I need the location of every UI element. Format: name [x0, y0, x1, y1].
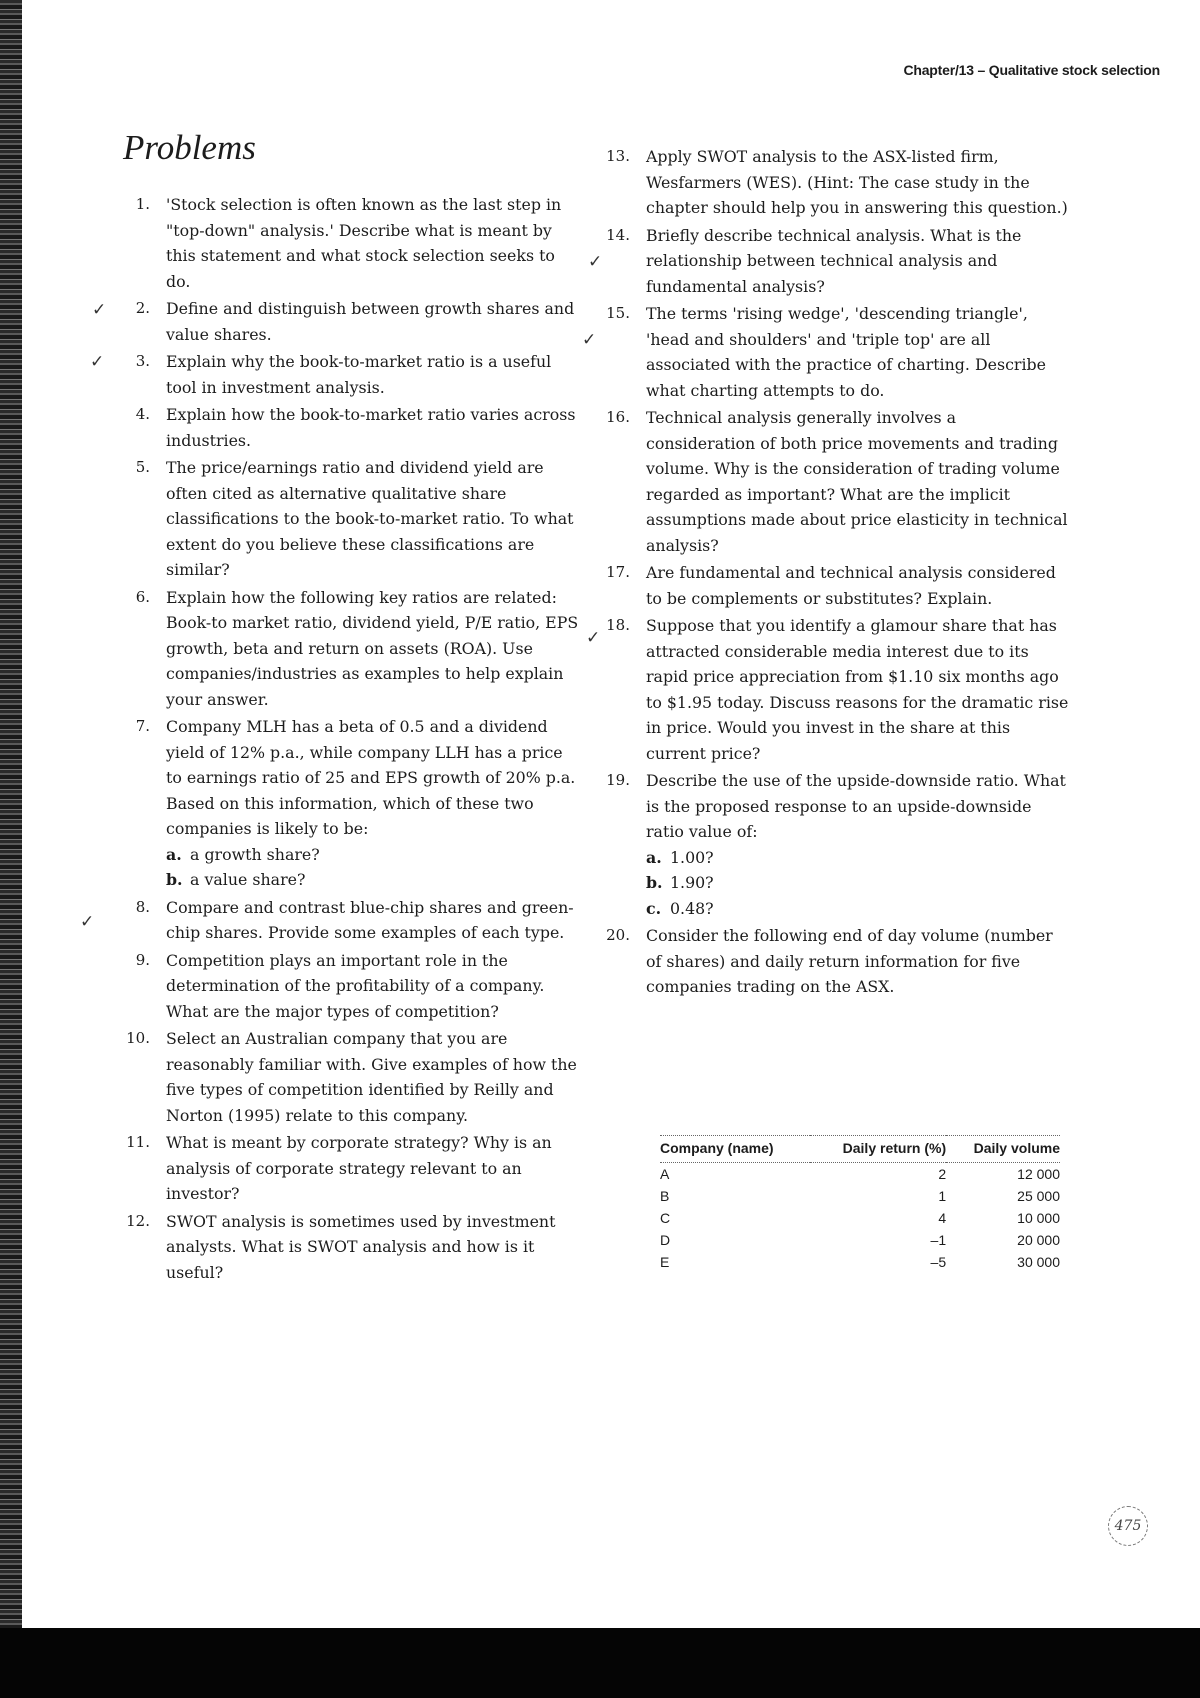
problem-3: 3. Explain why the book-to-market ratio is a useful tool in investment analysis.: [135, 352, 552, 397]
problem-14: 14. Briefly describe technical analysis. What is the relationship between technical analysis and fundamental analysis?: [606, 225, 1022, 296]
problem-2: 2. Define and distinguish between growth shares and value shares.: [135, 299, 575, 344]
problem-1: 1. 'Stock selection is often known as the last step in "top-down" analysis.' Describe what is meant by this statement and what stock selection seeks to do.: [135, 195, 562, 291]
problem-7-option-a: a. a growth share?: [166, 844, 320, 864]
problem-8: 8. Compare and contrast blue-chip shares and green-chip shares. Provide some examples of each type.: [135, 897, 574, 942]
section-heading: Problems: [123, 128, 256, 167]
problems-right-column: [590, 144, 1070, 1002]
problem-19-option-c: c. 0.48?: [646, 898, 714, 918]
handwritten-check-icon: ✓: [582, 330, 597, 350]
problems-left-column: [110, 192, 580, 1287]
column-header-daily-return: Daily return (%): [810, 1136, 946, 1163]
problem-12: 12. SWOT analysis is sometimes used by investment analysts. What is SWOT analysis and how is it useful?: [126, 1211, 556, 1282]
problem-15: 15. The terms 'rising wedge', 'descending triangle', 'head and shoulders' and 'triple top' are all associated with the practice of charting. Describe what charting attempts to do.: [606, 304, 1046, 400]
handwritten-check-icon: ✓: [92, 300, 107, 320]
handwritten-check-icon: ✓: [80, 912, 95, 932]
scan-dark-band: [0, 1628, 1200, 1698]
problem-13: 13. Apply SWOT analysis to the ASX-listed firm, Wesfarmers (WES). (Hint: The case study in the chapter should help you in answering this question.): [606, 147, 1068, 217]
table-row: B 1 25 000: [660, 1188, 1060, 1204]
scan-binding-edge: [0, 0, 22, 1698]
column-header-daily-volume: Daily volume: [946, 1136, 1060, 1163]
handwritten-check-icon: ✓: [586, 628, 601, 648]
problem-5: 5. The price/earnings ratio and dividend yield are often cited as alternative qualitative share classifications to the book-to-market ratio. To what extent do you believe these classifications are similar?: [135, 458, 574, 579]
problem-7-option-b: b. a value share?: [166, 870, 306, 889]
handwritten-check-icon: ✓: [90, 352, 105, 372]
problem-11: 11. What is meant by corporate strategy? Why is an analysis of corporate strategy relevant to an investor?: [126, 1133, 552, 1203]
problem-9: 9. Competition plays an important role in the determination of the profitability of a company. What are the major types of competition?: [135, 950, 545, 1021]
table-header-row: [660, 1136, 1060, 1163]
handwritten-check-icon: ✓: [588, 252, 603, 272]
problem-6: 6. Explain how the following key ratios are related: Book-to market ratio, dividend yield, P/E ratio, EPS growth, beta and return on assets (ROA). Use companies/industries as examples to help explain your answer.: [135, 587, 579, 709]
problem-19-option-a: a. 1.00?: [646, 847, 714, 867]
table-row: E –5 30 000: [660, 1254, 1060, 1270]
problem-7: 7. Company MLH has a beta of 0.5 and a dividend yield of 12% p.a., while company LLH has a price to earnings ratio of 25 and EPS growth of 20% p.a. Based on this information, which of these two companies is likely to be: a. a growth share? b. a value share?: [110, 714, 580, 893]
table-row: D –1 20 000: [660, 1232, 1060, 1248]
problem-19-option-b: b. 1.90?: [646, 873, 714, 892]
problem-19: 19. Describe the use of the upside-downside ratio. What is the proposed response to an upside-downside ratio value of: a. 1.00? b. 1.90? c. 0.48?: [590, 768, 1070, 921]
column-header-company: Company (name): [660, 1136, 810, 1163]
running-header: Chapter/13 – Qualitative stock selection: [903, 62, 1160, 78]
problem-16: 16. Technical analysis generally involves a consideration of both price movements and trading volume. Why is the consideration of trading volume regarded as important? What are the implicit assumptions made about price elasticity in technical analysis?: [606, 408, 1068, 555]
daily-return-volume-table: [660, 1135, 1060, 1273]
problem-18: 18. Suppose that you identify a glamour share that has attracted considerable media interest due to its rapid price appreciation from $1.10 six months ago to $1.95 today. Discuss reasons for the dramatic rise in price. Would you invest in the share at this current price?: [606, 616, 1069, 763]
problem-20: 20. Consider the following end of day volume (number of shares) and daily return information for five companies trading on the ASX.: [606, 926, 1053, 996]
problem-17: 17. Are fundamental and technical analysis considered to be complements or substitutes? Explain.: [606, 563, 1056, 608]
table-row: C 4 10 000: [660, 1210, 1060, 1226]
table-row: A 2 12 000: [660, 1166, 1060, 1182]
problem-10: 10. Select an Australian company that you are reasonably familiar with. Give examples of how the five types of competition identified by Reilly and Norton (1995) relate to this company.: [126, 1029, 577, 1125]
page-number: 475: [1108, 1506, 1148, 1546]
problem-4: 4. Explain how the book-to-market ratio varies across industries.: [135, 405, 576, 450]
